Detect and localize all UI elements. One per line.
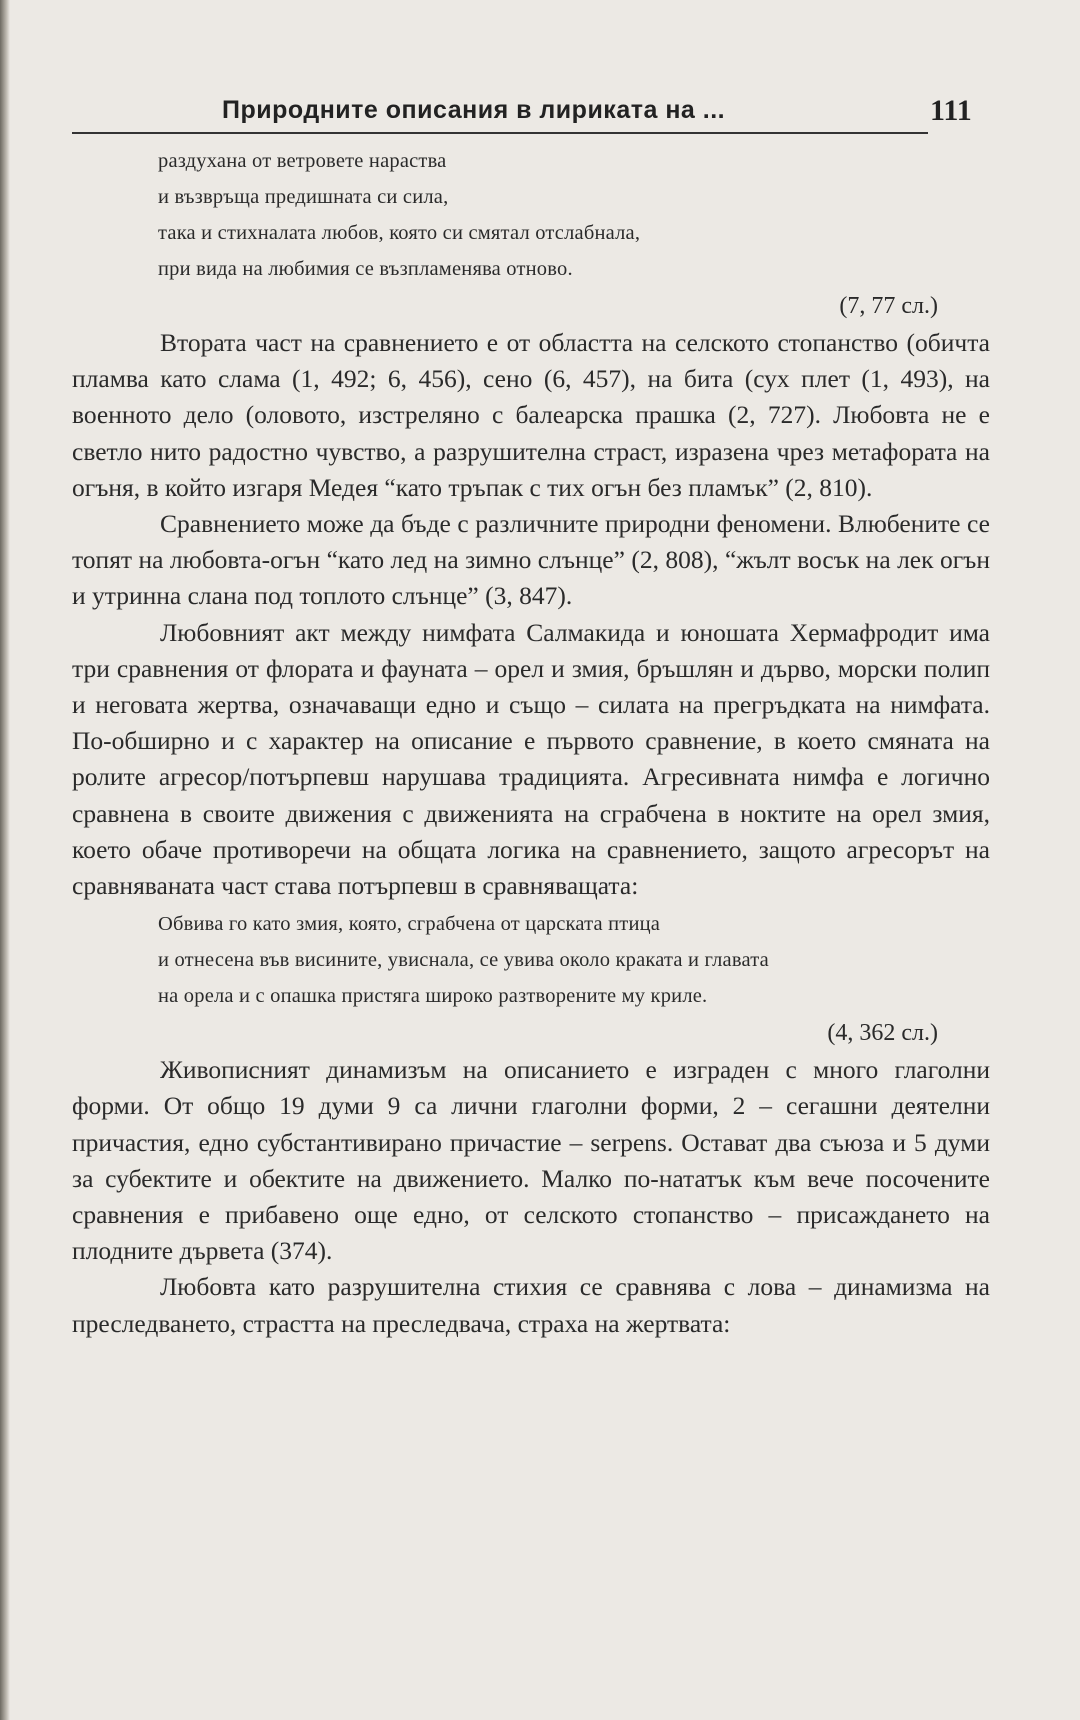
page-number: 111 bbox=[930, 94, 972, 127]
book-spine-shadow bbox=[0, 0, 10, 1720]
verse-line: така и стихналата любов, която си смятал отслабнала, bbox=[158, 222, 641, 244]
paragraph: Сравнението може да бъде с различните природни феномени. Влюбените се топят на любовта-огън “като лед на зимно слънце” (2, 808), “жълт восък на лек огън и утринна слана под топлото слънце” (3, 847). bbox=[72, 509, 990, 611]
paragraph: Любовният акт между нимфата Салмакида и юношата Хермафродит има три сравнения от флората и фауната – орел и змия, бръшлян и дърво, морски полип и неговата жертва, означаващи едно и също – силата на прегръдката на нимфата. По-обширно и с характер на описание е първото сравнение, в което смяната на ролите агресор/потърпевш нарушава традицията. Агресивната нимфа е логично сравнена в своите движения с движенията на сграбчена в ноктите на орел змия, което обаче противоречи на общата логика на сравнението, защото агресорът на сравняваната част става потърпевш в сравняващата: bbox=[72, 617, 990, 901]
running-header bbox=[72, 92, 988, 136]
paragraph: Любовта като разрушителна стихия се сравнява с лова – динамизма на преследването, страстта на преследвача, страха на жертвата: bbox=[72, 1272, 990, 1338]
paragraph: Живописният динамизъм на описанието е изграден с много глаголни форми. От общо 19 думи 9 са лични глаголни форми, 2 – сегашни деятелни причастия, едно субстантивирано причастие – serpens. Остават два съюза и 5 думи за субектите и обектите на движението. Малко по-нататък към вече посочените сравнения е прибавено още едно, от селското стопанство – присаждането на плодните дървета (374). bbox=[72, 1055, 990, 1266]
citation-1: (7, 77 сл.) bbox=[839, 293, 938, 319]
citation-2: (4, 362 сл.) bbox=[827, 1020, 938, 1047]
verse-quote-2 bbox=[72, 906, 990, 1014]
paragraph: Втората част на сравнението е от областта на селското стопанство (обичта пламва като слама (1, 492; 6, 456), сено (6, 457), на бита (сух плет (1, 493), на военното дело (оловото, изстреляно с балеарска прашка (2, 727). Любовта не е светло нито радостно чувство, а разрушителна страст, изразена чрез метафората на огъня, в който изгаря Медея “като тръпак с тих огън без пламък” (2, 810). bbox=[72, 328, 990, 502]
verse-line: раздухана от ветровете нараства bbox=[158, 150, 447, 172]
verse-quote-1 bbox=[72, 143, 990, 287]
verse-line: и отнесена във висините, увиснала, се увива около краката и главата bbox=[158, 949, 769, 972]
page-body bbox=[72, 143, 990, 1342]
header-rule bbox=[72, 132, 928, 134]
running-title: Природните описания в лириката на ... bbox=[222, 96, 726, 124]
verse-line: Обвива го като змия, която, сграбчена от царската птица bbox=[158, 913, 661, 936]
verse-line: и възвръща предишната си сила, bbox=[158, 186, 449, 208]
verse-line: на орела и с опашка пристяга широко разтворените му криле. bbox=[158, 985, 708, 1008]
verse-line: при вида на любимия се възпламенява отново. bbox=[158, 258, 573, 280]
